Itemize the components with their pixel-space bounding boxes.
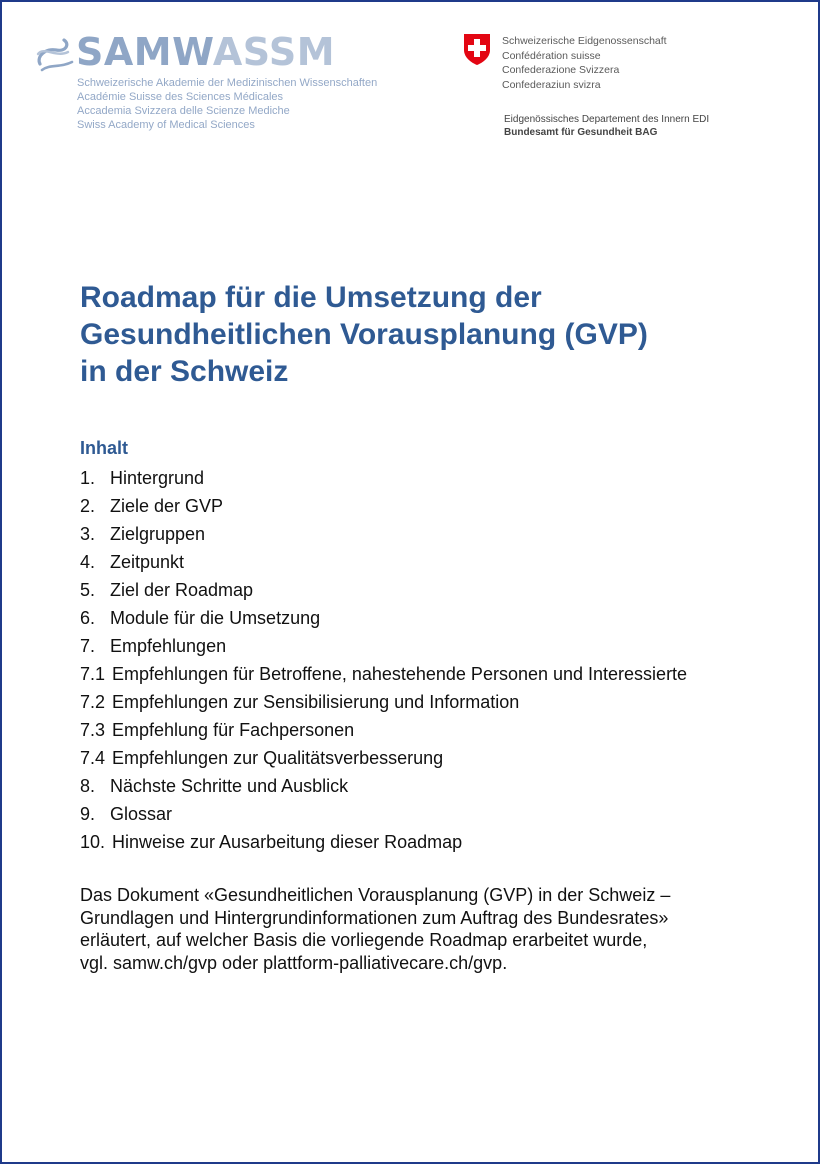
toc-item-text: Hintergrund <box>110 468 205 488</box>
toc-item-text: Zeitpunkt <box>110 552 185 572</box>
toc-item <box>80 632 687 660</box>
confederation-line-fr: Confédération suisse <box>502 49 601 62</box>
toc-item-text: Hinweise zur Ausarbeitung dieser Roadmap <box>112 832 463 852</box>
toc-item-number: 3. <box>80 524 96 544</box>
toc-item-number: 7.4 <box>80 748 106 768</box>
document-title <box>80 279 780 390</box>
confederation-line-rm: Confederaziun svizra <box>502 78 601 91</box>
samw-line-de: Schweizerische Akademie der Medizinischen Wissenschaften <box>77 77 378 89</box>
toc-item <box>80 492 687 520</box>
toc-item-number: 7. <box>80 636 96 656</box>
confederation-line-it: Confederazione Svizzera <box>502 64 620 76</box>
confederation-name-lines <box>502 34 667 92</box>
toc-item-text: Ziele der GVP <box>110 496 224 516</box>
toc-item-number: 4. <box>80 552 96 572</box>
toc-item <box>80 716 687 744</box>
toc-item-number: 8. <box>80 776 96 796</box>
table-of-contents <box>80 464 687 856</box>
toc-item-text: Empfehlungen <box>110 636 227 656</box>
confederation-line-de: Schweizerische Eidgenossenschaft <box>502 35 667 47</box>
toc-item-text: Empfehlungen zur Qualitätsverbesserung <box>112 748 444 768</box>
toc-item-text: Empfehlungen für Betroffene, nahestehende Personen und Interessierte <box>112 664 688 684</box>
toc-item-text: Ziel der Roadmap <box>110 580 254 600</box>
toc-item-number: 7.1 <box>80 664 106 684</box>
toc-item <box>80 800 687 828</box>
samw-logo <box>34 30 378 140</box>
title-line-3: in der Schweiz <box>80 355 289 388</box>
office-name: Bundesamt für Gesundheit BAG <box>504 127 658 138</box>
toc-item <box>80 772 687 800</box>
toc-item-number: 10. <box>80 832 106 852</box>
samw-name-lines <box>77 76 377 132</box>
toc-item <box>80 828 687 856</box>
toc-item <box>80 688 687 716</box>
department-info <box>504 113 709 139</box>
toc-item-text: Nächste Schritte und Ausblick <box>110 776 349 796</box>
toc-item-number: 5. <box>80 580 96 600</box>
toc-item <box>80 464 687 492</box>
toc-item-text: Module für die Umsetzung <box>110 608 321 628</box>
samw-line-it: Accademia Svizzera delle Scienze Mediche <box>77 105 290 117</box>
toc-item <box>80 520 687 548</box>
samw-line-fr: Académie Suisse des Sciences Médicales <box>77 91 284 103</box>
paragraph-line-3: erläutert, auf welcher Basis die vorliegende Roadmap erarbeitet wurde, <box>80 930 648 950</box>
toc-item <box>80 548 687 576</box>
toc-item <box>80 660 687 688</box>
toc-item-number: 9. <box>80 804 96 824</box>
toc-item <box>80 604 687 632</box>
toc-item-number: 7.3 <box>80 720 106 740</box>
samw-wordmark-samw: SAMW <box>76 30 213 74</box>
title-line-1: Roadmap für die Umsetzung der <box>80 281 542 314</box>
paragraph-line-2: Grundlagen und Hintergrundinformationen zum Auftrag des Bundesrates» <box>80 907 669 928</box>
paragraph-line-1: Das Dokument «Gesundheitlichen Vorausplanung (GVP) in der Schweiz – <box>80 885 671 905</box>
toc-heading: Inhalt <box>80 438 128 458</box>
paragraph-line-4: vgl. samw.ch/gvp oder plattform-palliativecare.ch/gvp. <box>80 952 508 973</box>
reference-paragraph <box>80 884 760 974</box>
toc-item-number: 7.2 <box>80 692 106 712</box>
toc-item-text: Zielgruppen <box>110 524 206 544</box>
samw-line-en: Swiss Academy of Medical Sciences <box>77 119 255 131</box>
swiss-shield-icon <box>462 32 492 66</box>
samw-wordmark-assm: ASSM <box>212 30 336 74</box>
department-name: Eidgenössisches Departement des Innern EDI <box>504 114 710 125</box>
toc-item-text: Empfehlungen zur Sensibilisierung und Information <box>112 692 520 712</box>
toc-item-number: 1. <box>80 468 96 488</box>
toc-item <box>80 576 687 604</box>
toc-item-number: 6. <box>80 608 96 628</box>
title-line-2: Gesundheitlichen Vorausplanung (GVP) <box>80 318 648 351</box>
toc-item-text: Glossar <box>110 804 173 824</box>
toc-item <box>80 744 687 772</box>
toc-item-number: 2. <box>80 496 96 516</box>
samw-wordmark <box>76 32 335 72</box>
toc-item-text: Empfehlung für Fachpersonen <box>112 720 355 740</box>
samw-serpent-icon <box>34 34 76 74</box>
